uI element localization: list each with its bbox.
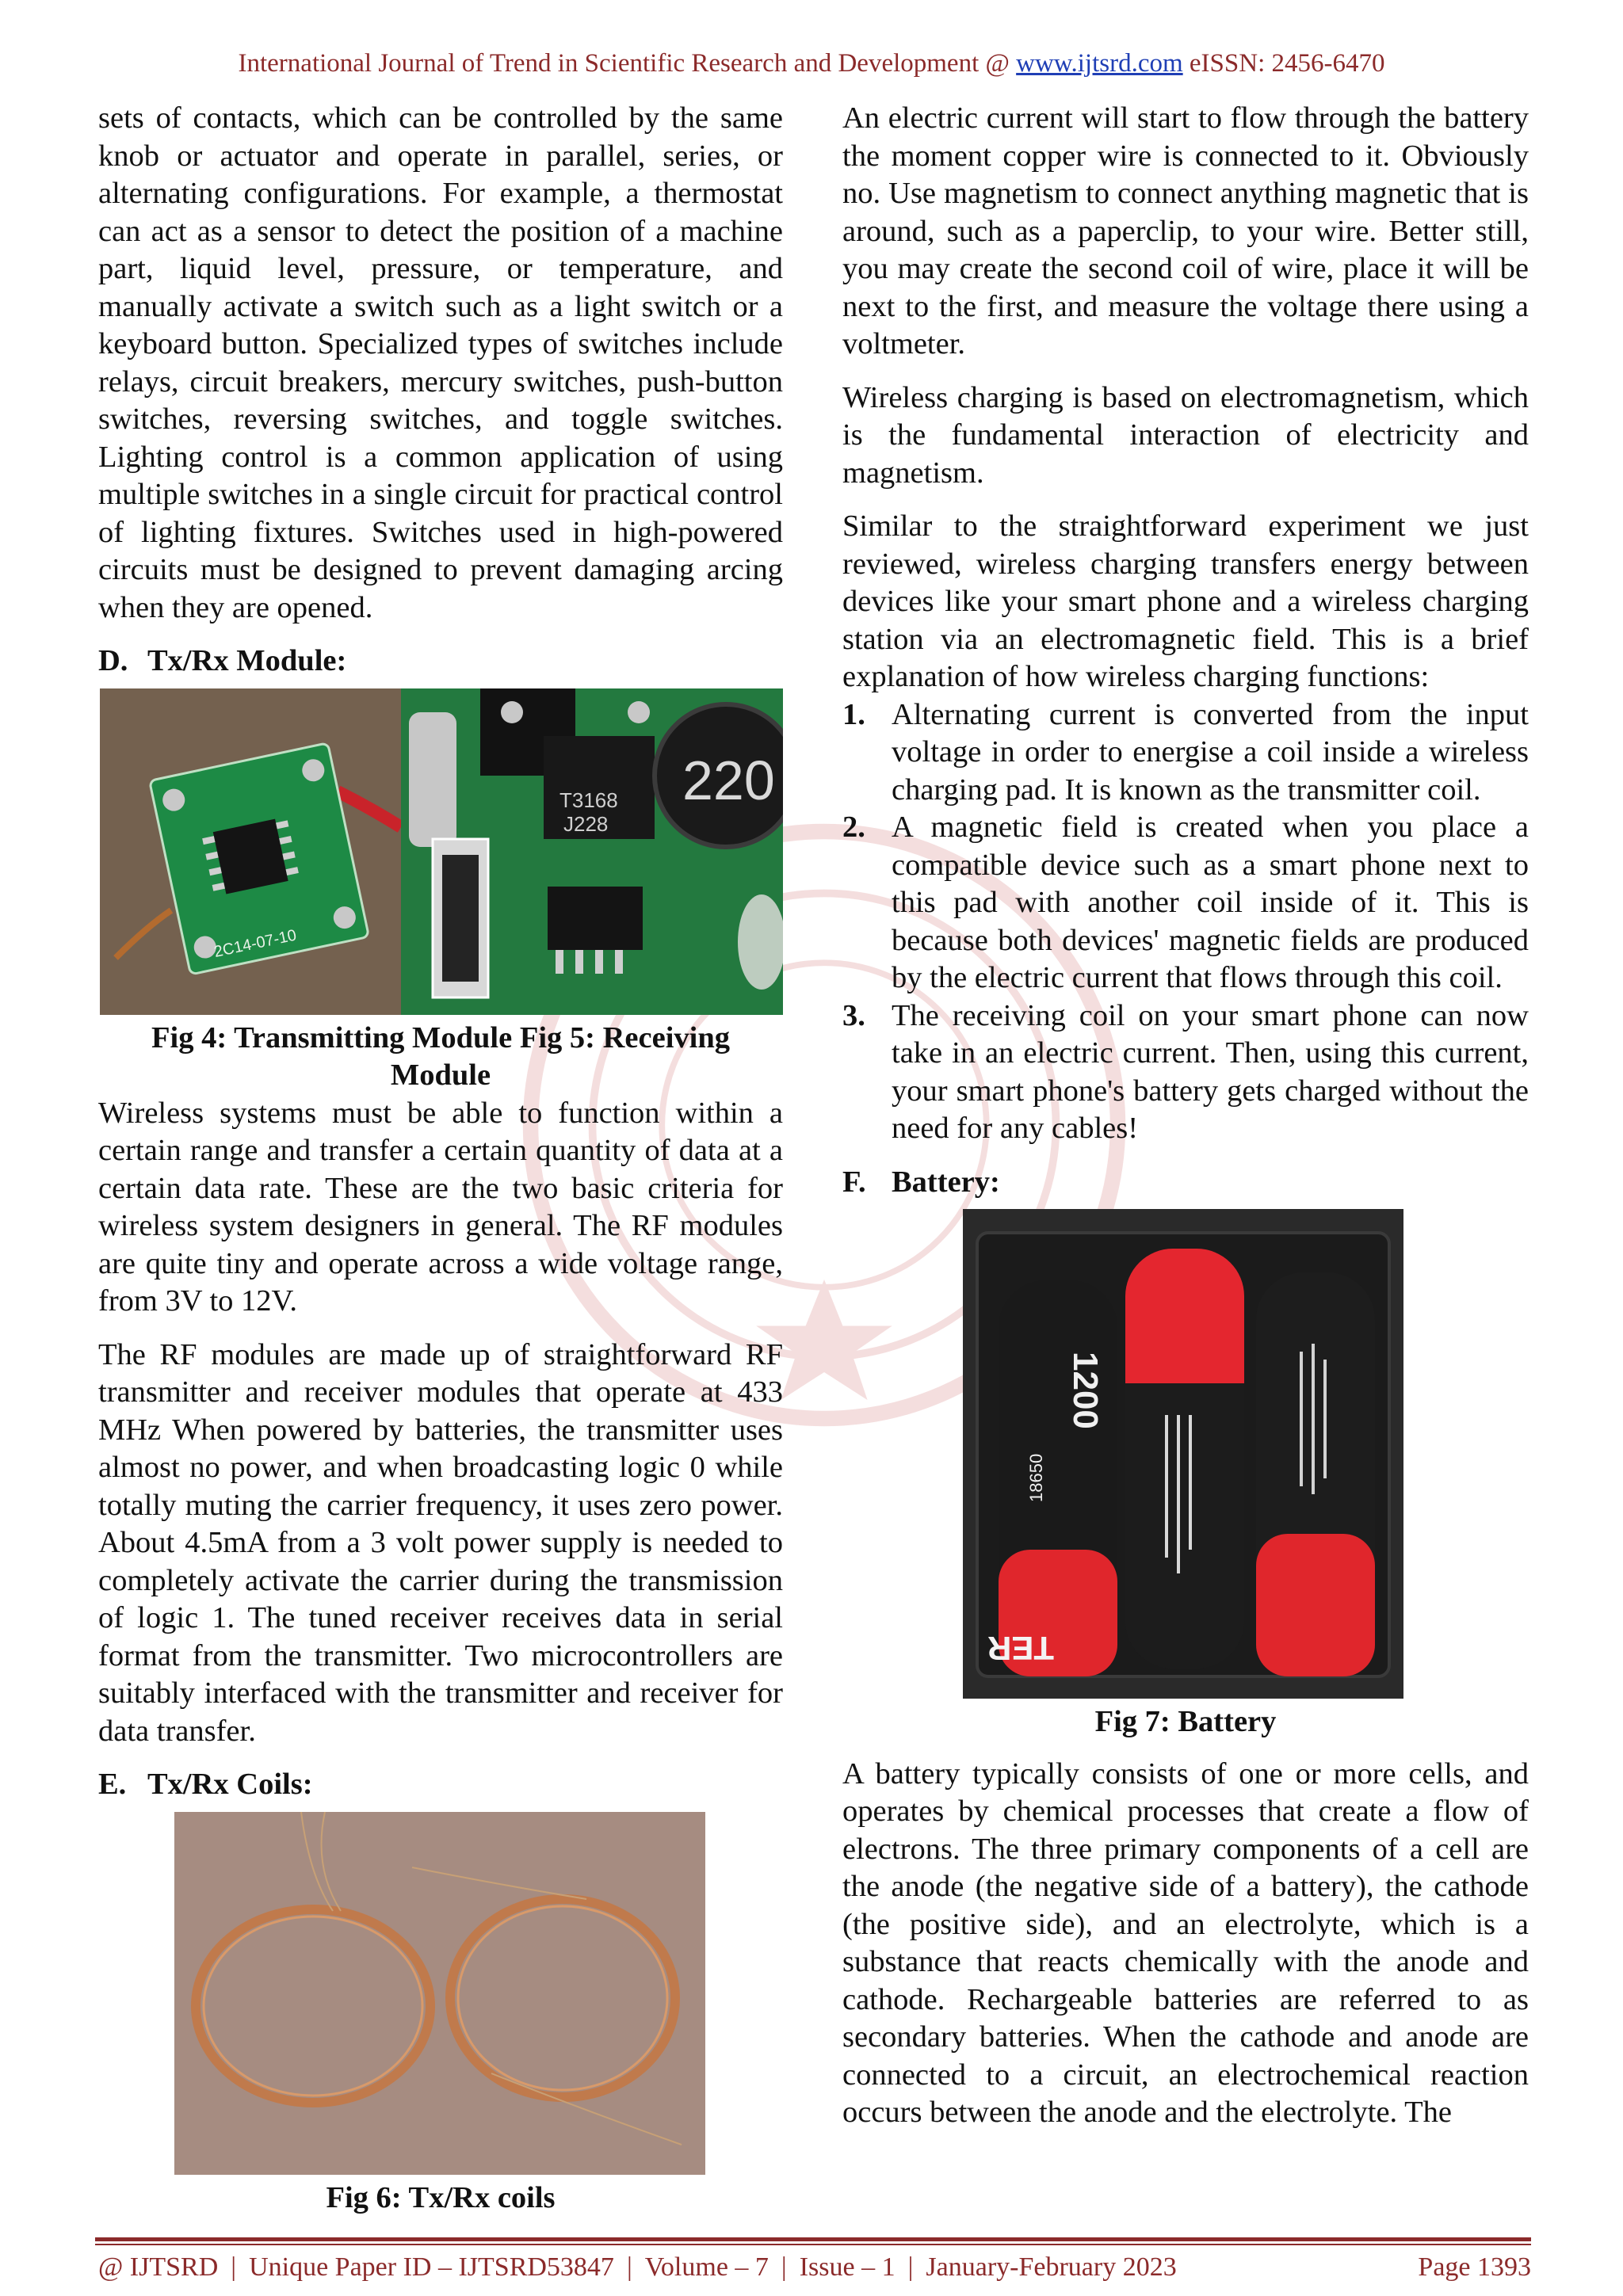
footer-separator: | <box>781 2252 787 2282</box>
tx-rx-coils-photo <box>174 1812 705 2175</box>
footer-paper-id: Unique Paper ID – IJTSRD53847 <box>249 2252 614 2282</box>
figure-battery <box>963 1209 1403 1699</box>
figure-6-caption: Fig 6: Tx/Rx coils <box>326 2180 556 2214</box>
electromagnetism-paragraph: Wireless charging is based on electromagnetism, which is the fundamental interaction of electricity and magnetism. <box>842 380 1529 490</box>
figure-7-caption: Fig 7: Battery <box>1094 1705 1277 1738</box>
footer-separator: | <box>231 2252 237 2282</box>
footer-page-number: Page 1393 <box>1418 2252 1531 2282</box>
wireless-charging-paragraph: Similar to the straightforward experiment we just reviewed, wireless charging transfers energy between devices like your smart phone and a wireless charging station via an electromagnetic field. This is a brief explanation of how wireless charging functions: <box>842 509 1529 693</box>
battery-brand-label: TER <box>987 1630 1054 1667</box>
list-item: 3. The receiving coil on your smart phone can now take in an electric current. Then, using this current, your smart phone's battery gets charged without the need for any cables! <box>842 998 1529 1145</box>
figure-tx-rx-coils <box>174 1812 705 2175</box>
footer-separator: | <box>907 2252 914 2282</box>
module-right-chip-label: T3168 <box>559 788 618 812</box>
header-journal-name: International Journal of Trend in Scientific Research and Development @ <box>238 49 1017 78</box>
module-left-label: 2C14-07-10 <box>212 926 299 961</box>
battery-photo <box>963 1209 1403 1699</box>
right-column <box>842 100 1529 2148</box>
figure-4-5-caption: Fig 4: Transmitting Module Fig 5: Receiving Module <box>151 1020 730 1092</box>
footer-issue: Issue – 1 <box>799 2252 896 2282</box>
switches-paragraph: sets of contacts, which can be controlled by the same knob or actuator and operate in parallel, series, or alternating configurations. For example, a thermostat can act as a sensor to detect the position of a machine part, liquid level, pressure, or temperature, and manually activate a switch such as a light switch or a keyboard button. Specialized types of switches include relays, circuit breakers, mercury switches, push-button switches, reversing switches, and toggle switches. Lighting control is a common application of using multiple switches in a single circuit for practical control of lighting fixtures. Switches used in high-powered circuits must be designed to prevent damaging arcing when they are opened. <box>98 101 783 624</box>
list-item: 1. Alternating current is converted from the input voltage in order to energise a coil inside a wireless charging pad. It is known as the transmitter coil. <box>842 697 1529 807</box>
tx-rx-module-photo <box>100 688 783 1015</box>
list-item: 2. A magnetic field is created when you place a compatible device such as a smart phone next to this pad with another coil inside of it. This is because both devices' magnetic fields are produced by the electric current that flows through this coil. <box>842 810 1529 994</box>
footer-volume: Volume – 7 <box>644 2252 769 2282</box>
header-issn: eISSN: 2456-6470 <box>1182 49 1385 78</box>
section-heading-tx-rx-coils: E. Tx/Rx Coils: <box>98 1768 313 1801</box>
module-right-chip-code: J228 <box>563 811 609 836</box>
section-heading-tx-rx-module: D. Tx/Rx Module: <box>98 644 347 677</box>
battery-description-paragraph: A battery typically consists of one or more cells, and operates by chemical processes that create a flow of electrons. The three primary components of a cell are the anode (the negative side of a battery), the cathode (the positive side), and an electrolyte, which is a substance that reacts chemically with the anode and cathode. Rechargeable batteries are referred to as secondary batteries. When the cathode and anode are connected to a circuit, an electrochemical reaction occurs between the anode and the electrolyte. The <box>842 1756 1529 2129</box>
battery-model-label: 18650 <box>1026 1453 1046 1502</box>
footer-date: January-February 2023 <box>926 2252 1177 2282</box>
figure-tx-rx-modules <box>100 688 783 1015</box>
wireless-systems-paragraph: Wireless systems must be able to function within a certain range and transfer a certain quantity of data at a certain data rate. These are the two basic criteria for wireless system designers in general. The RF modules are quite tiny and operate across a wide voltage range, from 3V to 12V. <box>98 1096 783 1318</box>
rf-modules-paragraph: The RF modules are made up of straightforward RF transmitter and receiver modules that operate at 433 MHz When powered by batteries, the transmitter uses almost no power, and when broadcasting logic 0 while totally muting the carrier frequency, it uses zero power. About 4.5mA from a 3 volt power supply is needed to completely activate the carrier during the transmission of logic 1. The tuned receiver receives data in serial format from the transmitter. Two microcontrollers are suitably interfaced with the transmitter and receiver for data transfer. <box>98 1337 783 1748</box>
left-column <box>98 100 783 2217</box>
page-footer <box>98 2250 1531 2285</box>
section-heading-battery: F. Battery: <box>842 1165 1000 1199</box>
inductor-label: 220 <box>682 749 775 811</box>
footer-separator: | <box>626 2252 632 2282</box>
charging-steps-list <box>842 696 1529 1148</box>
battery-rating-label: 1200 <box>1066 1352 1105 1429</box>
footer-rule-thin <box>95 2244 1531 2245</box>
running-header <box>0 49 1623 78</box>
footer-rule <box>95 2237 1531 2241</box>
footer-journal: @ IJTSRD <box>98 2252 219 2282</box>
electric-current-paragraph: An electric current will start to flow through the battery the moment copper wire is connected to it. Obviously no. Use magnetism to connect anything magnetic that is around, such as a paperclip, to your wire. Better still, you may create the second coil of wire, place it will be next to the first, and measure the voltage there using a voltmeter. <box>842 101 1529 360</box>
journal-website-link[interactable]: www.ijtsrd.com <box>1016 49 1183 78</box>
